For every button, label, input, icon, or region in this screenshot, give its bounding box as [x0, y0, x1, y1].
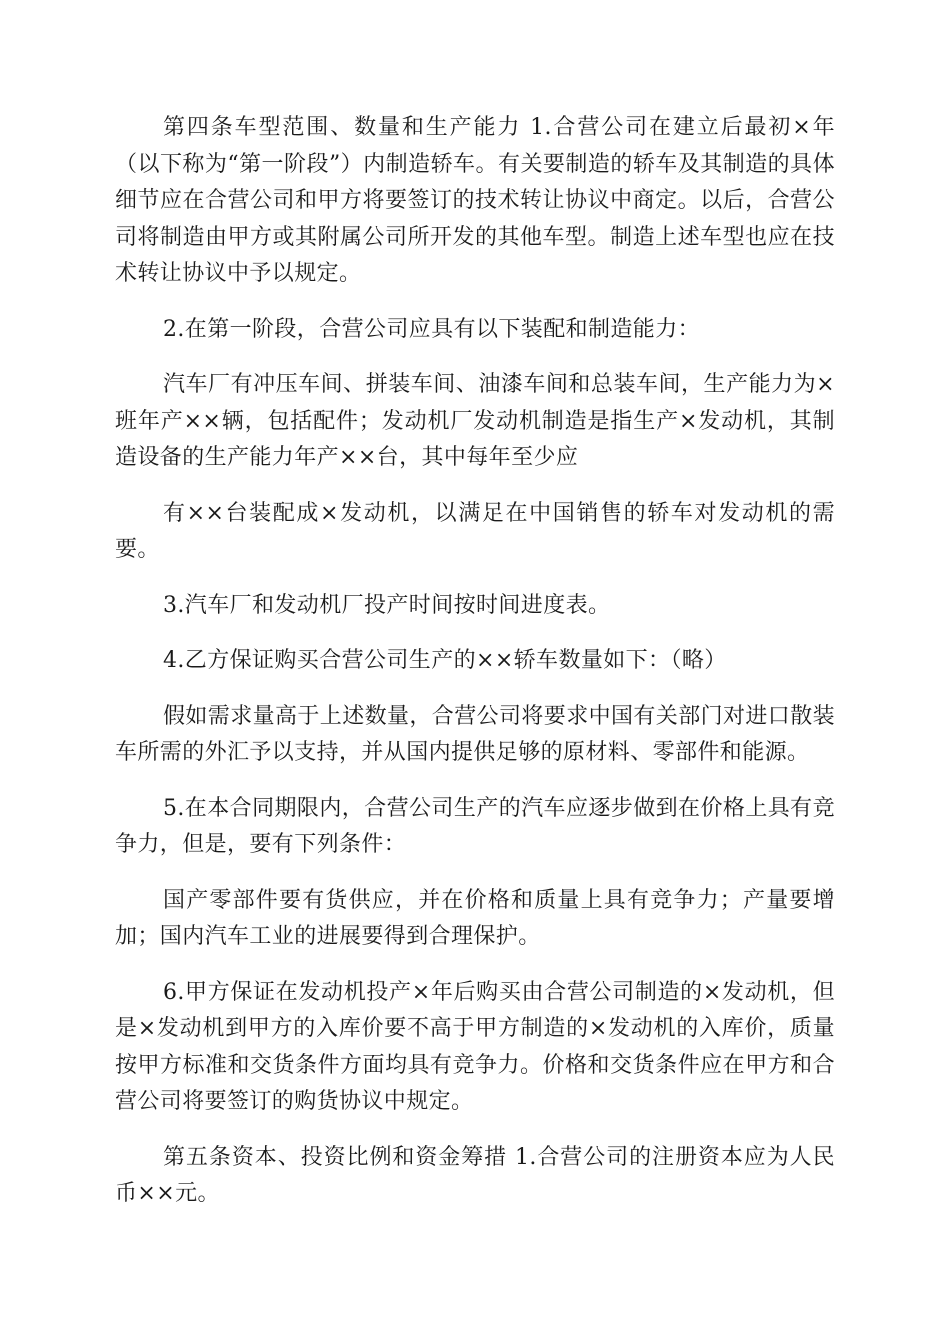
paragraph-item-5: 5.在本合同期限内，合营公司生产的汽车应逐步做到在价格上具有竞争力，但是，要有下列条件：	[115, 795, 835, 857]
paragraph-engine-assembly: 有××台装配成×发动机，以满足在中国销售的轿车对发动机的需要。	[115, 500, 835, 562]
paragraph-item-6: 6.甲方保证在发动机投产×年后购买由合营公司制造的×发动机，但是×发动机到甲方的入库价要不高于甲方制造的×发动机的入库价，质量按甲方标准和交货条件方面均具有竞争力。价格和交货条件应在甲方和合营公司将要签订的购货协议中规定。	[115, 979, 835, 1114]
paragraph-item-3: 3.汽车厂和发动机厂投产时间按时间进度表。	[163, 592, 611, 618]
paragraph-article-5-capital: 第五条资本、投资比例和资金筹措 1.合营公司的注册资本应为人民币××元。	[115, 1144, 835, 1206]
paragraph-conditions: 国产零部件要有货供应，并在价格和质量上具有竞争力；产量要增加；国内汽车工业的进展要得到合理保护。	[115, 887, 835, 949]
paragraph-article-4-scope: 第四条车型范围、数量和生产能力 1.合营公司在建立后最初×年（以下称为“第一阶段”）内制造轿车。有关要制造的轿车及其制造的具体细节应在合营公司和甲方将要签订的技术转让协议中商定。以后，合营公司将制造由甲方或其附属公司所开发的其他车型。制造上述车型也应在技术转让协议中予以规定。	[115, 115, 835, 286]
paragraph-item-4: 4.乙方保证购买合营公司生产的××轿车数量如下：（略）	[163, 648, 727, 673]
paragraph-demand-support: 假如需求量高于上述数量，合营公司将要求中国有关部门对进口散装车所需的外汇予以支持，并从国内提供足够的原材料、零部件和能源。	[115, 703, 836, 765]
paragraph-item-2: 2.在第一阶段，合营公司应具有以下装配和制造能力：	[163, 316, 700, 342]
paragraph-car-plant-capacity: 汽车厂有冲压车间、拼装车间、油漆车间和总装车间，生产能力为×班年产××辆，包括配件；发动机厂发动机制造是指生产×发动机，其制造设备的生产能力年产××台，其中每年至少应	[115, 372, 835, 470]
document-body	[115, 110, 835, 1232]
